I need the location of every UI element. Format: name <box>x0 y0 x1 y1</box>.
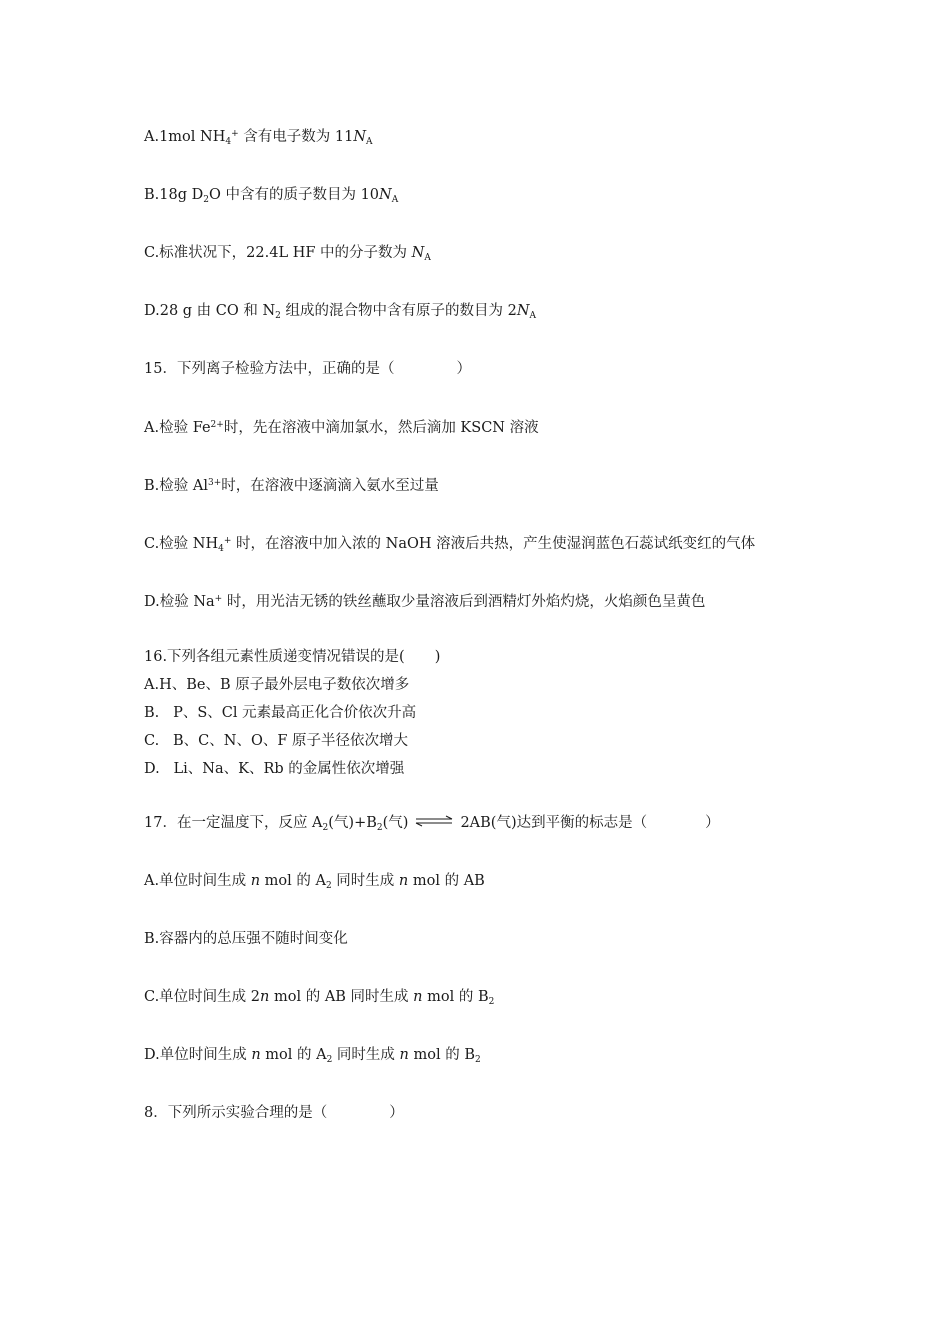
q17-a-text: A.单位时间生成 <box>144 873 251 889</box>
q16-stem-end: ) <box>434 649 441 665</box>
q17-d-text: D.单位时间生成 <box>144 1047 252 1063</box>
q17-stem-text-3: (气) <box>382 815 409 831</box>
q15-option-a <box>144 418 539 438</box>
q14-option-d <box>144 301 536 321</box>
q15-d-text: D.检验 Na <box>144 594 215 610</box>
q15-a-text: A.检验 Fe <box>144 420 211 436</box>
q17-option-c <box>144 987 494 1007</box>
superscript: 3+ <box>207 478 222 488</box>
variable-n: n <box>413 989 423 1005</box>
q17-stem-text: 17．在一定温度下，反应 A <box>144 815 323 831</box>
q17-stem-end: ） <box>705 815 720 831</box>
q8-stem-end: ） <box>389 1105 404 1121</box>
q17-c-text: C.单位时间生成 2 <box>144 989 261 1005</box>
equilibrium-arrow-icon <box>414 813 454 833</box>
q15-b-text: B.检验 Al <box>144 478 208 494</box>
q15-d-text-2: 时，用光洁无锈的铁丝蘸取少量溶液后到酒精灯外焰灼烧，火焰颜色呈黄色 <box>222 594 706 610</box>
superscript: + <box>223 536 232 546</box>
subscript: A <box>529 311 537 321</box>
q14-d-text-2: 组成的混合物中含有原子的数目为 2 <box>280 303 517 319</box>
q14-b-text: B.18g D <box>144 187 204 203</box>
q15-option-c <box>144 534 755 554</box>
superscript: + <box>214 594 223 604</box>
q14-d-text: D.28 g 由 CO 和 N <box>144 303 276 319</box>
q17-c-text-3: mol 的 B <box>422 989 489 1005</box>
variable-n: n <box>260 989 270 1005</box>
q17-option-d <box>144 1045 481 1065</box>
q14-a-text: A.1mol NH <box>144 129 226 145</box>
subscript: A <box>424 253 431 263</box>
q17-a-text-2: mol 的 A <box>260 873 326 889</box>
q14-option-c <box>144 243 431 263</box>
subscript: A <box>366 137 373 147</box>
superscript: + <box>231 129 239 139</box>
q8-stem-text: 8．下列所示实验合理的是（ <box>144 1105 328 1121</box>
q15-stem-end: ） <box>456 361 471 377</box>
q14-a-text-2: 含有电子数为 11 <box>238 129 354 145</box>
subscript: 2 <box>376 823 383 833</box>
subscript: 4 <box>225 137 232 147</box>
q17-d-text-3: 同时生成 <box>332 1047 400 1063</box>
subscript: 2 <box>325 881 332 891</box>
q15-option-b <box>144 476 439 496</box>
q17-option-b: B.容器内的总压强不随时间变化 <box>144 931 348 947</box>
avogadro-symbol: N <box>411 245 425 261</box>
variable-n: n <box>251 1047 261 1063</box>
q17-c-text-2: mol 的 AB 同时生成 <box>269 989 414 1005</box>
subscript: 2 <box>326 1055 333 1065</box>
q16-option-c: C. B、C、N、O、F 原子半径依次增大 <box>144 733 409 749</box>
q16-option-d: D. Li、Na、K、Rb 的金属性依次增强 <box>144 761 405 777</box>
subscript: A <box>391 195 399 205</box>
q17-a-text-3: 同时生成 <box>331 873 399 889</box>
q17-stem-text-4: 2AB(气)达到平衡的标志是（ <box>460 815 648 831</box>
avogadro-symbol: N <box>353 129 367 145</box>
q17-d-text-2: mol 的 A <box>260 1047 327 1063</box>
variable-n: n <box>398 873 409 889</box>
subscript: 2 <box>203 195 209 205</box>
q15-option-d <box>144 592 705 612</box>
q8-stem <box>144 1103 404 1123</box>
q15-a-text-2: 时，先在溶液中滴加氯水，然后滴加 KSCN 溶液 <box>223 420 539 436</box>
avogadro-symbol: N <box>516 303 530 319</box>
subscript: 2 <box>488 997 495 1007</box>
q15-c-text-2: 时，在溶液中加入浓的 NaOH 溶液后共热，产生使湿润蓝色石蕊试纸变红的气体 <box>231 536 756 552</box>
q15-stem-text: 15．下列离子检验方法中，正确的是（ <box>144 361 395 377</box>
variable-n: n <box>399 1047 409 1063</box>
q15-b-text-2: 时，在溶液中逐滴滴入氨水至过量 <box>221 478 439 494</box>
q17-stem-text-2: (气)+B <box>328 815 377 831</box>
q16-option-b: B. P、S、Cl 元素最高正化合价依次升高 <box>144 705 417 721</box>
q14-b-text-2: O 中含有的质子数目为 10 <box>208 187 380 203</box>
superscript: 2+ <box>210 420 224 430</box>
subscript: 2 <box>322 823 329 833</box>
q15-stem <box>144 359 471 379</box>
q16-option-a: A.H、Be、B 原子最外层电子数依次增多 <box>144 677 410 693</box>
q14-option-a <box>144 127 373 147</box>
q17-d-text-4: mol 的 B <box>408 1047 475 1063</box>
q17-stem <box>144 813 720 833</box>
q14-c-text: C.标准状况下，22.4L HF 中的分子数为 <box>144 245 412 261</box>
subscript: 2 <box>275 311 281 321</box>
subscript: 2 <box>475 1055 481 1065</box>
q16-stem <box>144 647 440 667</box>
q17-a-text-4: mol 的 AB <box>408 873 485 889</box>
q15-c-text: C.检验 NH <box>144 536 219 552</box>
q14-option-b <box>144 185 398 205</box>
avogadro-symbol: N <box>379 187 392 203</box>
q16-stem-text: 16.下列各组元素性质递变情况错误的是( <box>144 649 405 665</box>
variable-n: n <box>250 873 261 889</box>
subscript: 4 <box>218 544 224 554</box>
q17-option-a <box>144 871 485 891</box>
